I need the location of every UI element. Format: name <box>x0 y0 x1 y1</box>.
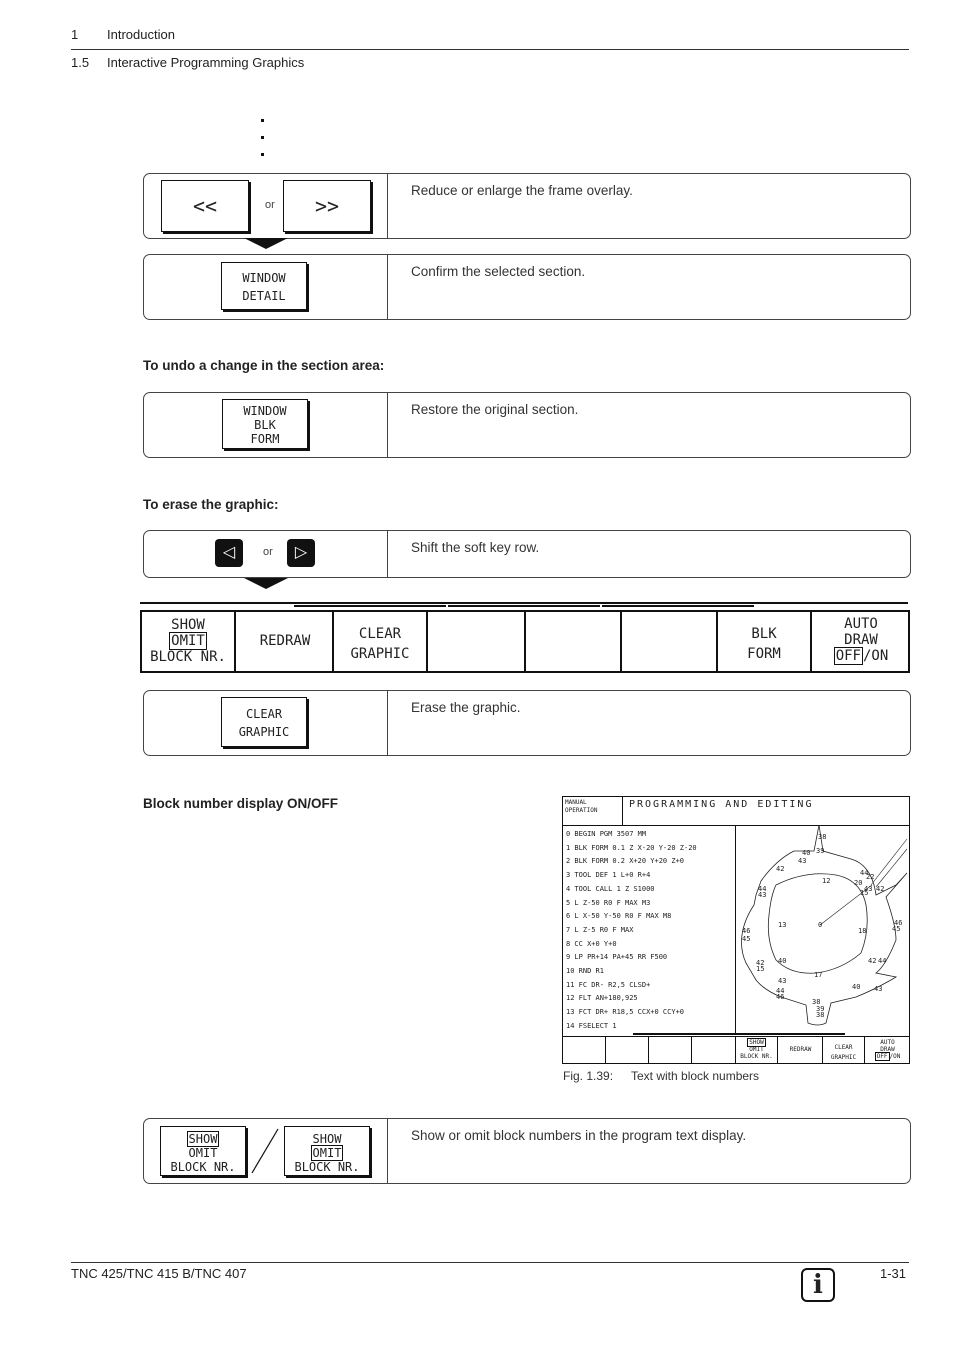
chapter-title: Introduction <box>107 27 175 42</box>
or-label: or <box>263 546 273 558</box>
graphic-block-label: 44 <box>758 885 767 893</box>
softkey-empty <box>622 612 718 671</box>
screen-header <box>563 797 909 826</box>
down-arrow-icon <box>244 238 288 249</box>
graphic-block-label: 42 <box>756 959 765 967</box>
softkey-show-omit[interactable]: SHOW OMIT BLOCK NR. <box>142 612 236 671</box>
program-line: 1 BLK FORM 0.1 Z X-20 Y-20 Z-20 <box>566 843 697 852</box>
graphic-block-label: 38 <box>818 833 827 841</box>
mode-small: MANUAL OPERATION <box>563 797 623 825</box>
graphic-block-label: 13 <box>778 921 787 929</box>
graphic-block-label: 45 <box>892 925 901 933</box>
small-softkey-redraw: REDRAW <box>779 1037 823 1063</box>
step-shift <box>143 530 911 578</box>
graphic-block-label: 42 <box>876 885 885 893</box>
step-zoom-text: Reduce or enlarge the frame overlay. <box>411 183 633 198</box>
graphic-block-label: 15 <box>860 889 869 897</box>
graphic-block-label: 46 <box>742 927 751 935</box>
program-line: 11 FC DR- R2,5 CLSD+ <box>566 980 651 989</box>
graphic-block-label: 43 <box>864 885 873 893</box>
program-line: 13 FCT DR+ R18,5 CCX+0 CCY+0 <box>566 1008 685 1017</box>
step-erase-text: Erase the graphic. <box>411 700 521 715</box>
step-restore <box>143 392 911 458</box>
graphic-block-label: 44 <box>776 987 785 995</box>
clear-graphic-key[interactable]: CLEAR GRAPHIC <box>221 697 307 747</box>
softkey-blk-form[interactable]: BLK FORM <box>718 612 812 671</box>
step-shift-text: Shift the soft key row. <box>411 540 540 555</box>
ellipsis-dot <box>261 119 264 122</box>
graphic-block-label: 45 <box>742 935 751 943</box>
window-blk-form-key[interactable]: WINDOW BLK FORM <box>222 399 308 449</box>
graphic-block-label: 44 <box>878 957 887 965</box>
ellipsis-dot <box>261 136 264 139</box>
graphic-block-label: 43 <box>874 985 883 993</box>
zoom-in-key[interactable]: >> <box>283 180 371 232</box>
graphic-block-label: 40 <box>778 957 787 965</box>
small-softkey-auto: AUTO DRAW OFF /ON <box>876 1039 901 1060</box>
show-key[interactable]: SHOW OMIT BLOCK NR. <box>160 1126 246 1176</box>
graphic-block-label: 38 <box>812 998 821 1006</box>
shift-left-key[interactable]: ◁ <box>215 539 243 567</box>
program-line: 0 BEGIN PGM 3507 MM <box>566 830 647 838</box>
step-zoom <box>143 173 911 239</box>
small-softkey-empty <box>563 1037 606 1063</box>
graphic-block-label: 12 <box>822 877 831 885</box>
program-line: 9 LP PR+14 PA+45 RR F500 <box>566 953 668 962</box>
undo-heading: To undo a change in the section area: <box>143 358 385 373</box>
small-softkey-empty <box>606 1037 649 1063</box>
footer-rule <box>71 1262 909 1263</box>
step-show-omit-text: Show or omit block numbers in the program text display. <box>411 1128 747 1143</box>
graphic-block-label: 43 <box>778 977 787 985</box>
chapter-number: 1 <box>71 27 79 42</box>
graphic-block-label: 44 <box>860 869 869 877</box>
softkey-clear-graphic[interactable]: CLEAR GRAPHIC <box>334 612 428 671</box>
graphic-block-label: 0 <box>818 921 823 929</box>
softkey-empty <box>526 612 622 671</box>
info-icon: i <box>801 1268 835 1302</box>
program-line: 10 RND R1 <box>566 967 604 976</box>
graphic-block-label: 46 <box>776 993 785 1001</box>
tnc-screen-figure <box>562 796 910 1064</box>
small-softkey-empty <box>692 1037 736 1063</box>
zoom-out-key[interactable]: << <box>161 180 249 232</box>
program-line: 8 CC X+0 Y+0 <box>566 939 617 948</box>
step-confirm <box>143 254 911 320</box>
program-line: 3 TOOL DEF 1 L+0 R+4 <box>566 871 651 880</box>
section-number: 1.5 <box>71 55 90 70</box>
graphic-block-label: 22 <box>866 873 875 881</box>
figure-caption-text: Text with block numbers <box>631 1069 760 1083</box>
step-show-omit <box>143 1118 911 1184</box>
graphic-block-label: 17 <box>814 971 823 979</box>
program-line: 4 TOOL CALL 1 Z S1000 <box>566 884 655 893</box>
window-detail-key[interactable]: WINDOW DETAIL <box>221 262 307 310</box>
softkey-level-indicator <box>448 605 600 607</box>
program-line: 5 L Z-50 R0 F MAX M3 <box>566 898 651 907</box>
graphic-block-label: 43 <box>758 891 767 899</box>
softkey-level-indicator <box>602 605 754 607</box>
small-level-indicator <box>633 1033 845 1035</box>
graphic-block-label: 18 <box>858 927 867 935</box>
slash-separator <box>248 1127 282 1175</box>
figure-caption-number: Fig. 1.39: <box>563 1069 614 1083</box>
step-restore-text: Restore the original section. <box>411 402 579 417</box>
mode-title: PROGRAMMING AND EDITING <box>629 799 814 810</box>
step-erase <box>143 690 911 756</box>
small-softkey-clear: CLEAR GRAPHIC <box>823 1037 865 1063</box>
omit-key[interactable]: SHOW OMIT BLOCK NR. <box>284 1126 370 1176</box>
graphic-block-label: 42 <box>776 865 785 873</box>
graphic-block-label: 46 <box>894 919 903 927</box>
small-softkey-empty <box>649 1037 692 1063</box>
program-line: 12 FLT AN+180,925 <box>566 994 638 1003</box>
softkey-empty <box>430 612 526 671</box>
small-softkey-show: SHOW OMIT BLOCK NR. <box>736 1037 778 1063</box>
graphic-block-label: 42 <box>868 957 877 965</box>
footer-page: 1-31 <box>880 1266 907 1281</box>
graphic-block-label: 40 <box>802 849 811 857</box>
graphic-block-label: 39 <box>816 847 825 855</box>
block-number-heading: Block number display ON/OFF <box>143 796 339 811</box>
graphic-block-label: 20 <box>854 879 863 887</box>
header-rule <box>71 49 909 50</box>
or-label: or <box>265 199 275 211</box>
step-confirm-text: Confirm the selected section. <box>411 264 586 279</box>
softkey-level-indicator <box>294 605 446 607</box>
graphic-block-label: 15 <box>756 965 765 973</box>
softkey-row <box>140 610 910 673</box>
program-line: 2 BLK FORM 0.2 X+20 Y+20 Z+0 <box>566 857 685 866</box>
graphic-block-label: 43 <box>798 857 807 865</box>
program-line: 7 L Z-5 R0 F MAX <box>566 925 634 934</box>
down-arrow-icon <box>244 578 288 589</box>
footer-manual: TNC 425/TNC 415 B/TNC 407 <box>71 1266 247 1281</box>
softkey-row-top-bar <box>140 602 908 604</box>
program-listing <box>566 828 734 1034</box>
graphic-block-label: 38 <box>816 1011 825 1019</box>
graphic-labels <box>736 825 908 1033</box>
small-softkey-row <box>563 1036 909 1063</box>
ellipsis-dot <box>261 153 264 156</box>
shift-right-key[interactable]: ▷ <box>287 539 315 567</box>
softkey-auto-draw[interactable]: AUTO DRAW OFF /ON <box>835 616 889 664</box>
graphic-block-label: 39 <box>816 1005 825 1013</box>
program-line: 14 FSELECT 1 <box>566 1021 617 1030</box>
graphic-block-label: 40 <box>852 983 861 991</box>
erase-heading: To erase the graphic: <box>143 497 279 512</box>
program-line: 6 L X-50 Y-50 R0 F MAX M8 <box>566 912 672 921</box>
section-title: Interactive Programming Graphics <box>107 55 305 70</box>
softkey-redraw[interactable]: REDRAW <box>238 612 334 671</box>
